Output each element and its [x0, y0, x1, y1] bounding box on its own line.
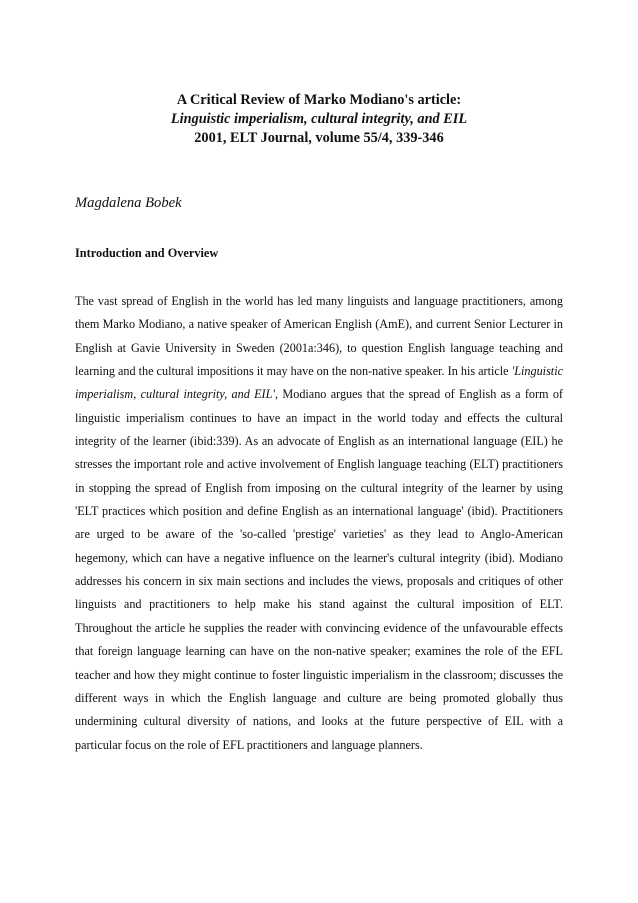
paragraph-text-part-2: , Modiano argues that the spread of English as a form of linguistic imperialism continues to have an impact in the world today and effects the cultural integrity of the learner (ibid:339). As an advocate of English as an international language (EIL) he stresses the important role and active involvement of English language teaching (ELT) practitioners in stopping the spread of English from imposing on the cultural integrity of the learner by using 'ELT practices which position and define English as an international language' (ibid). Practitioners are urged to be aware of the 'so-called 'prestige' varieties' as they lead to Anglo-American hegemony, which can have a negative influence on the learner's cultural integrity (ibid). Modiano addresses his concern in six main sections and includes the views, proposals and critiques of other linguists and practitioners to help make his stand against the cultural imposition of ELT. Throughout the article he supplies the reader with convincing evidence of the unfavourable effects that foreign language learning can have on the non-native speaker; examines the role of the EFL teacher and how they might continue to foster linguistic imperialism in the classroom; discusses the different ways in which the English language and culture are being promoted globally thus undermining cultural diversity of nations, and looks at the future perspective of EIL with a particular focus on the role of EFL practitioners and language planners.	[75, 387, 563, 752]
body-paragraph	[75, 290, 563, 757]
title-line-1: A Critical Review of Marko Modiano's article:	[176, 92, 462, 108]
article-title-block	[0, 91, 638, 148]
title-line-2: Linguistic imperialism, cultural integrity, and EIL	[170, 111, 468, 127]
paragraph-text-part-1: The vast spread of English in the world has led many linguists and language practitioners, among them Marko Modiano, a native speaker of American English (AmE), and current Senior Lecturer in English at Gavie University in Sweden (2001a:346), to question English language teaching and learning and the cultural impositions it may have on the non-native speaker. In his article	[75, 294, 563, 379]
section-heading: Introduction and Overview	[75, 246, 219, 260]
title-line-3: 2001, ELT Journal, volume 55/4, 339-346	[194, 130, 444, 146]
author-name: Magdalena Bobek	[75, 195, 182, 211]
cited-article-title: 'Linguistic imperialism, cultural integrity, and EIL'	[75, 364, 563, 402]
